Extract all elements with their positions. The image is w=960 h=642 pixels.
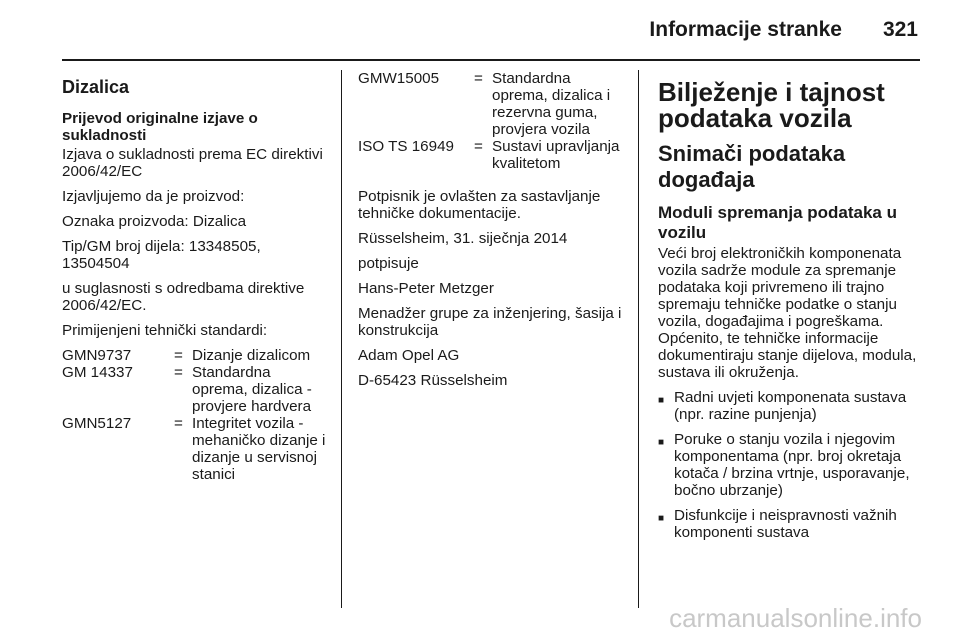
square-bullet-icon: ■ [658, 513, 665, 524]
standard-row [358, 70, 626, 138]
header-rule [62, 59, 920, 61]
list-item [658, 389, 923, 423]
standard-code: GMN9737 [62, 347, 132, 364]
standard-code: ISO TS 16949 [358, 138, 454, 155]
standard-equals: = [174, 415, 183, 432]
standard-equals: = [174, 364, 183, 381]
standard-description: Integritet vozila - mehaničko dizanje i dizanje u servisnoj stanici [192, 415, 326, 483]
standard-equals: = [474, 70, 483, 87]
paragraph: Primijenjeni tehnički standardi: [62, 322, 268, 339]
list-item-text: Radni uvjeti komponenata sustava (npr. razine punjenja) [674, 389, 907, 423]
subheading-declaration: Prijevod originalne izjave o sukladnosti [62, 110, 258, 144]
list-item-text: Poruke o stanju vozila i njegovim komponentama (npr. broj okretaja kotača / brzina vrtnje, usporavanje, bočno ubrzanje) [674, 431, 910, 499]
signatory-name: Hans-Peter Metzger [358, 280, 494, 297]
column-3 [658, 70, 923, 549]
square-bullet-icon: ■ [658, 395, 665, 406]
section-heading-dizalica: Dizalica [62, 77, 130, 97]
page-header [0, 0, 960, 64]
standard-code: GMW15005 [358, 70, 440, 87]
column-2 [358, 70, 626, 397]
chapter-title: Bilježenje i tajnost podataka vozila [658, 77, 885, 133]
standard-description: Dizanje dizalicom [192, 347, 311, 364]
signatory-title: Menadžer grupe za inženjering, šasija i konstrukcija [358, 305, 622, 339]
list-item [658, 507, 923, 541]
header-title: Informacije stranke [649, 18, 842, 41]
standard-description: Standardna oprema, dizalica - provjere hardvera [192, 364, 312, 415]
watermark: carmanualsonline.info [669, 603, 922, 633]
paragraph: Veći broj elektroničkih komponenata vozila sadrže module za spremanje podataka koji privremeno ili trajno spremaju tehničke podatke o stanju vozila, događajima i pogreškama. Općenito, te tehničke informacije dokumentiraju stanje dijelova, modula, sustava ili okruženja. [658, 245, 917, 381]
standard-description: Sustavi upravljanja kvalitetom [492, 138, 620, 172]
column-divider-1 [341, 70, 342, 608]
standard-row [62, 364, 327, 415]
paragraph: Oznaka proizvoda: Dizalica [62, 213, 247, 230]
paragraph: Tip/GM broj dijela: 13348505, 13504504 [62, 238, 261, 272]
column-divider-2 [638, 70, 639, 608]
company-address: D-65423 Rüsselsheim [358, 372, 508, 389]
date-line: Rüsselsheim, 31. siječnja 2014 [358, 230, 568, 247]
paragraph: Izjavljujemo da je proizvod: [62, 188, 245, 205]
paragraph: Izjava o sukladnosti prema EC direktivi 2006/42/EC [62, 146, 323, 180]
company-name: Adam Opel AG [358, 347, 460, 364]
bullet-list [658, 389, 923, 541]
standard-row [62, 415, 327, 483]
column-1 [62, 70, 327, 483]
page-number: 321 [882, 18, 918, 41]
paragraph: Potpisnik je ovlašten za sastavljanje tehničke dokumentacije. [358, 188, 601, 222]
standard-row [62, 347, 327, 364]
paragraph: u suglasnosti s odredbama direktive 2006/42/EC. [62, 280, 305, 314]
standard-description: Standardna oprema, dizalica i rezervna guma, provjera vozila [492, 70, 611, 138]
list-item [658, 431, 923, 499]
paragraph: potpisuje [358, 255, 419, 272]
standard-code: GM 14337 [62, 364, 133, 381]
standard-equals: = [174, 347, 183, 364]
subheading-modules: Moduli spremanja podataka u vozilu [658, 203, 897, 242]
standard-equals: = [474, 138, 483, 155]
section-heading-recorders: Snimači podataka događaja [658, 141, 846, 192]
standard-row [358, 138, 626, 172]
square-bullet-icon: ■ [658, 437, 665, 448]
standard-code: GMN5127 [62, 415, 132, 432]
list-item-text: Disfunkcije i neispravnosti važnih komponenti sustava [674, 507, 897, 541]
